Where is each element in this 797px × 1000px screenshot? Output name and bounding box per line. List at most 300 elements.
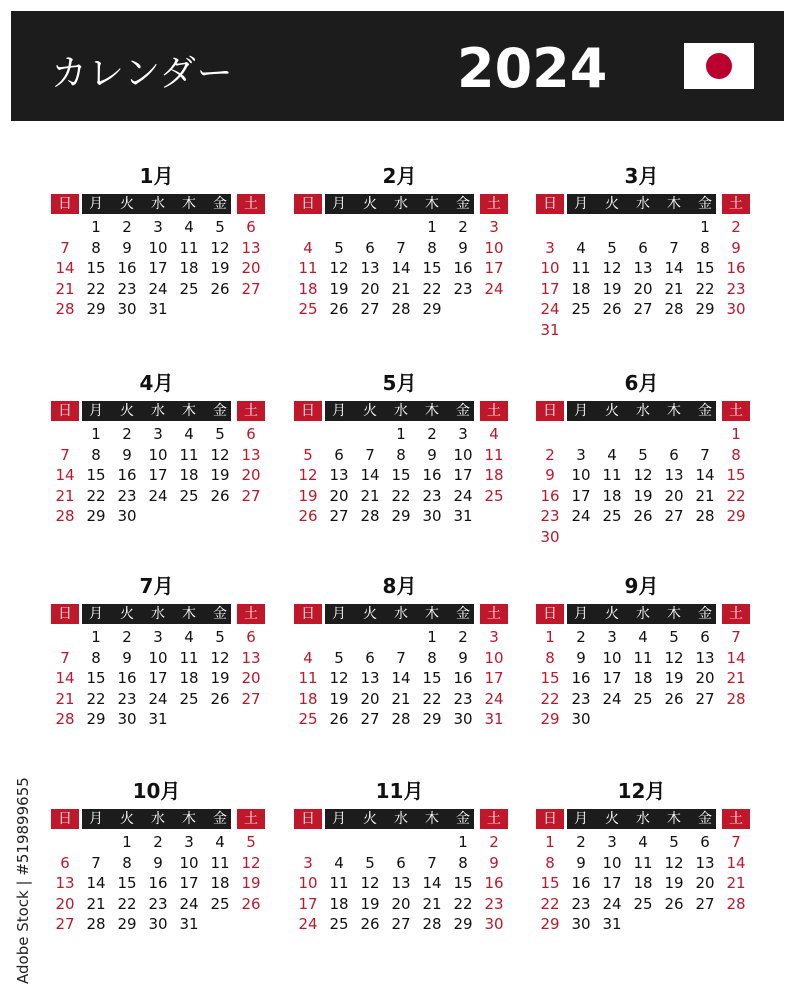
day-number: 23 — [453, 689, 473, 708]
weekday-label: 水 — [636, 196, 650, 212]
day-number: 10 — [179, 853, 199, 872]
day-number: 8 — [91, 445, 101, 464]
day-number: 6 — [700, 833, 710, 851]
day-number: 29 — [453, 915, 473, 933]
day-number: 26 — [633, 507, 653, 525]
day-number: 30 — [540, 527, 560, 546]
day-number: 28 — [664, 300, 684, 318]
weekday-label: 金 — [213, 606, 227, 622]
month-name: 10月 — [132, 779, 181, 803]
day-number: 20 — [241, 669, 261, 687]
day-number: 3 — [607, 628, 617, 646]
day-number: 2 — [153, 833, 163, 851]
day-number: 18 — [179, 466, 199, 484]
day-number: 1 — [122, 833, 132, 851]
day-number: 19 — [602, 279, 622, 298]
day-number: 24 — [602, 689, 622, 708]
day-number: 19 — [664, 669, 684, 687]
day-number: 15 — [422, 259, 442, 277]
day-number: 5 — [215, 425, 225, 443]
weekday-label: 金 — [456, 403, 470, 419]
weekday-label: 水 — [636, 606, 650, 622]
day-number: 15 — [391, 466, 411, 484]
day-number: 28 — [360, 507, 380, 525]
day-number: 31 — [453, 507, 473, 525]
weekday-label: 水 — [394, 196, 408, 212]
day-number: 29 — [540, 915, 560, 933]
weekday-label: 月 — [332, 196, 346, 212]
day-number: 15 — [453, 874, 473, 892]
day-number: 30 — [571, 915, 591, 933]
weekday-label: 金 — [698, 403, 712, 419]
day-number: 7 — [60, 238, 70, 257]
month-block — [294, 367, 509, 557]
day-number: 22 — [422, 689, 442, 708]
month-name: 9月 — [624, 574, 659, 598]
month-block — [536, 160, 751, 350]
day-number: 30 — [117, 300, 137, 318]
weekday-label: 木 — [425, 196, 439, 212]
day-number: 27 — [55, 915, 75, 933]
weekday-label: 水 — [151, 606, 165, 622]
day-number: 29 — [695, 300, 715, 318]
day-number: 6 — [669, 445, 679, 464]
day-number: 7 — [396, 648, 406, 667]
weekday-label: 火 — [120, 403, 134, 419]
weekday-label: 火 — [605, 403, 619, 419]
day-number: 28 — [391, 710, 411, 728]
day-number: 17 — [148, 466, 168, 484]
day-number: 31 — [540, 320, 560, 339]
day-number: 26 — [210, 486, 230, 505]
weekday-label: 火 — [363, 606, 377, 622]
month-block — [51, 775, 266, 965]
weekday-label: 月 — [574, 196, 588, 212]
day-number: 3 — [458, 425, 468, 443]
calendar-year: 2024 — [457, 37, 608, 100]
weekday-label: 月 — [574, 403, 588, 419]
day-number: 23 — [117, 689, 137, 708]
day-number: 23 — [422, 486, 442, 505]
day-number: 1 — [731, 425, 741, 443]
day-number: 24 — [148, 279, 168, 298]
day-number: 4 — [638, 833, 648, 851]
day-number: 29 — [86, 300, 106, 318]
day-number: 27 — [329, 507, 349, 525]
day-number: 20 — [695, 874, 715, 892]
day-number: 15 — [117, 874, 137, 892]
day-number: 3 — [303, 853, 313, 872]
day-number: 15 — [695, 259, 715, 277]
day-number: 4 — [576, 238, 586, 257]
day-number: 10 — [148, 648, 168, 667]
day-number: 16 — [117, 466, 137, 484]
day-number: 24 — [571, 507, 591, 525]
weekday-label: 金 — [698, 606, 712, 622]
weekday-label: 日 — [536, 604, 564, 624]
day-number: 15 — [540, 669, 560, 687]
day-number: 8 — [91, 238, 101, 257]
day-number: 13 — [360, 669, 380, 687]
day-number: 21 — [726, 874, 746, 892]
day-number: 6 — [700, 628, 710, 646]
day-number: 18 — [298, 279, 318, 298]
day-number: 14 — [55, 259, 75, 277]
day-number: 20 — [55, 894, 75, 913]
day-number: 6 — [246, 628, 256, 646]
day-number: 28 — [726, 894, 746, 913]
day-number: 6 — [60, 853, 70, 872]
weekday-label: 水 — [394, 606, 408, 622]
day-number: 5 — [215, 218, 225, 236]
day-number: 3 — [153, 218, 163, 236]
day-number: 7 — [60, 648, 70, 667]
day-number: 12 — [360, 874, 380, 892]
weekday-label: 火 — [605, 811, 619, 827]
day-number: 21 — [726, 669, 746, 687]
day-number: 9 — [458, 648, 468, 667]
day-number: 3 — [607, 833, 617, 851]
day-number: 25 — [633, 689, 653, 708]
day-number: 13 — [695, 853, 715, 872]
weekday-label: 火 — [120, 606, 134, 622]
weekday-label: 火 — [120, 811, 134, 827]
month-block — [51, 570, 266, 760]
weekday-label: 土 — [722, 604, 750, 624]
weekday-label: 月 — [89, 811, 103, 827]
day-number: 19 — [329, 689, 349, 708]
day-number: 6 — [365, 648, 375, 667]
weekday-label: 木 — [425, 811, 439, 827]
month-block — [536, 570, 751, 760]
day-number: 20 — [664, 486, 684, 505]
day-number: 21 — [664, 279, 684, 298]
day-number: 22 — [117, 894, 137, 913]
day-number: 24 — [179, 894, 199, 913]
day-number: 18 — [179, 259, 199, 277]
day-number: 25 — [179, 689, 199, 708]
weekday-label: 日 — [536, 401, 564, 421]
weekday-label: 日 — [51, 809, 79, 829]
day-number: 9 — [153, 853, 163, 872]
day-number: 27 — [664, 507, 684, 525]
day-number: 20 — [391, 894, 411, 913]
day-number: 17 — [571, 486, 591, 505]
weekday-label: 土 — [237, 401, 265, 421]
day-number: 20 — [695, 669, 715, 687]
weekday-label: 木 — [425, 606, 439, 622]
day-number: 30 — [453, 710, 473, 728]
weekday-header — [536, 401, 751, 421]
day-number: 11 — [179, 238, 199, 257]
day-number: 3 — [489, 218, 499, 236]
day-number: 25 — [210, 894, 230, 913]
day-number: 21 — [86, 894, 106, 913]
stock-id-text: Adobe Stock | #519899655 — [14, 777, 32, 984]
day-number: 20 — [241, 259, 261, 277]
day-number: 20 — [633, 279, 653, 298]
day-number: 28 — [55, 710, 75, 728]
day-number: 2 — [458, 218, 468, 236]
day-number: 1 — [427, 628, 437, 646]
day-number: 30 — [726, 300, 746, 318]
weekday-label: 火 — [120, 196, 134, 212]
day-number: 25 — [602, 507, 622, 525]
weekday-label: 木 — [667, 606, 681, 622]
day-number: 24 — [453, 486, 473, 505]
day-number: 26 — [298, 507, 318, 525]
day-number: 13 — [391, 874, 411, 892]
day-number: 26 — [329, 710, 349, 728]
day-number: 16 — [726, 259, 746, 277]
weekday-label: 土 — [237, 809, 265, 829]
weekday-label: 日 — [51, 604, 79, 624]
day-number: 16 — [117, 259, 137, 277]
month-name: 5月 — [382, 371, 417, 395]
day-number: 15 — [86, 466, 106, 484]
day-number: 21 — [360, 486, 380, 505]
day-number: 30 — [117, 710, 137, 728]
day-number: 15 — [422, 669, 442, 687]
day-number: 11 — [484, 445, 504, 464]
day-number: 24 — [148, 486, 168, 505]
weekday-label: 土 — [237, 604, 265, 624]
weekday-label: 火 — [363, 196, 377, 212]
day-number: 22 — [391, 486, 411, 505]
day-number: 18 — [210, 874, 230, 892]
day-number: 9 — [122, 648, 132, 667]
day-number: 4 — [303, 238, 313, 257]
weekday-label: 金 — [213, 811, 227, 827]
stock-watermark — [8, 760, 38, 1000]
day-number: 15 — [86, 669, 106, 687]
weekday-label: 日 — [294, 809, 322, 829]
month-block — [51, 160, 266, 350]
day-number: 28 — [86, 915, 106, 933]
month-block — [294, 570, 509, 760]
month-name: 3月 — [624, 164, 659, 188]
day-number: 29 — [391, 507, 411, 525]
day-number: 11 — [298, 669, 318, 687]
day-number: 15 — [540, 874, 560, 892]
weekday-label: 水 — [394, 811, 408, 827]
day-number: 11 — [179, 648, 199, 667]
day-number: 23 — [117, 486, 137, 505]
day-number: 7 — [427, 853, 437, 872]
day-number: 9 — [489, 853, 499, 872]
day-number: 7 — [60, 445, 70, 464]
day-number: 18 — [298, 689, 318, 708]
day-number: 10 — [540, 259, 560, 277]
day-number: 5 — [669, 628, 679, 646]
day-number: 9 — [122, 238, 132, 257]
day-number: 2 — [427, 425, 437, 443]
day-number: 21 — [55, 486, 75, 505]
month-block — [294, 775, 509, 965]
weekday-label: 月 — [332, 403, 346, 419]
day-number: 1 — [91, 628, 101, 646]
day-number: 28 — [391, 300, 411, 318]
day-number: 31 — [148, 710, 168, 728]
day-number: 23 — [571, 689, 591, 708]
day-number: 1 — [545, 833, 555, 851]
day-number: 26 — [329, 300, 349, 318]
day-number: 24 — [484, 279, 504, 298]
day-number: 17 — [148, 669, 168, 687]
day-number: 4 — [215, 833, 225, 851]
day-number: 14 — [422, 874, 442, 892]
day-number: 12 — [602, 259, 622, 277]
day-number: 1 — [545, 628, 555, 646]
day-number: 26 — [664, 689, 684, 708]
day-number: 7 — [731, 628, 741, 646]
weekday-header — [51, 809, 266, 829]
day-number: 10 — [484, 238, 504, 257]
weekday-label: 土 — [722, 401, 750, 421]
day-number: 4 — [607, 445, 617, 464]
day-number: 13 — [633, 259, 653, 277]
day-number: 29 — [86, 710, 106, 728]
day-number: 31 — [148, 300, 168, 318]
day-number: 24 — [484, 689, 504, 708]
day-number: 29 — [422, 710, 442, 728]
day-number: 19 — [210, 259, 230, 277]
day-number: 16 — [453, 669, 473, 687]
day-number: 14 — [726, 853, 746, 872]
day-number: 8 — [458, 853, 468, 872]
day-number: 26 — [664, 894, 684, 913]
month-block — [294, 160, 509, 350]
day-number: 26 — [360, 915, 380, 933]
calendar-header — [11, 11, 784, 121]
day-number: 22 — [695, 279, 715, 298]
weekday-label: 土 — [722, 194, 750, 214]
day-number: 31 — [602, 915, 622, 933]
day-number: 10 — [298, 874, 318, 892]
day-number: 6 — [334, 445, 344, 464]
day-number: 6 — [396, 853, 406, 872]
day-number: 12 — [329, 259, 349, 277]
day-number: 1 — [427, 218, 437, 236]
day-number: 18 — [329, 894, 349, 913]
day-number: 27 — [360, 300, 380, 318]
day-number: 5 — [669, 833, 679, 851]
day-number: 13 — [241, 445, 261, 464]
weekday-label: 日 — [51, 194, 79, 214]
day-number: 5 — [334, 238, 344, 257]
day-number: 19 — [664, 874, 684, 892]
day-number: 3 — [184, 833, 194, 851]
weekday-header — [294, 809, 509, 829]
day-number: 16 — [148, 874, 168, 892]
day-number: 2 — [576, 628, 586, 646]
weekday-label: 水 — [151, 811, 165, 827]
day-number: 25 — [298, 710, 318, 728]
day-number: 7 — [396, 238, 406, 257]
weekday-label: 火 — [605, 606, 619, 622]
day-number: 19 — [633, 486, 653, 505]
day-number: 1 — [700, 218, 710, 236]
weekday-label: 日 — [536, 194, 564, 214]
weekday-header — [536, 194, 751, 214]
day-number: 8 — [731, 445, 741, 464]
day-number: 22 — [86, 486, 106, 505]
japan-flag-icon — [684, 43, 754, 89]
day-number: 8 — [545, 648, 555, 667]
day-number: 13 — [329, 466, 349, 484]
day-number: 25 — [633, 894, 653, 913]
day-number: 3 — [153, 425, 163, 443]
weekday-label: 木 — [182, 196, 196, 212]
day-number: 5 — [215, 628, 225, 646]
day-number: 2 — [122, 218, 132, 236]
day-number: 2 — [458, 628, 468, 646]
day-number: 2 — [731, 218, 741, 236]
day-number: 12 — [633, 466, 653, 484]
weekday-label: 月 — [89, 196, 103, 212]
weekday-label: 月 — [574, 811, 588, 827]
weekday-label: 金 — [456, 606, 470, 622]
day-number: 4 — [184, 425, 194, 443]
weekday-label: 火 — [363, 811, 377, 827]
month-block — [536, 775, 751, 965]
day-number: 23 — [453, 279, 473, 298]
day-number: 9 — [427, 445, 437, 464]
day-number: 23 — [571, 894, 591, 913]
day-number: 19 — [298, 486, 318, 505]
day-number: 10 — [148, 445, 168, 464]
day-number: 16 — [453, 259, 473, 277]
day-number: 6 — [638, 238, 648, 257]
calendar-title: カレンダー — [51, 53, 234, 94]
day-number: 31 — [179, 915, 199, 933]
day-number: 8 — [396, 445, 406, 464]
day-number: 14 — [55, 466, 75, 484]
day-number: 4 — [184, 218, 194, 236]
day-number: 26 — [602, 300, 622, 318]
day-number: 30 — [422, 507, 442, 525]
weekday-label: 水 — [151, 403, 165, 419]
day-number: 5 — [246, 833, 256, 851]
weekday-label: 水 — [636, 811, 650, 827]
weekday-label: 月 — [332, 606, 346, 622]
day-number: 21 — [55, 689, 75, 708]
weekday-label: 月 — [89, 403, 103, 419]
day-number: 23 — [484, 894, 504, 913]
day-number: 13 — [360, 259, 380, 277]
day-number: 22 — [422, 279, 442, 298]
day-number: 14 — [664, 259, 684, 277]
day-number: 2 — [545, 445, 555, 464]
weekday-header — [294, 194, 509, 214]
day-number: 25 — [484, 486, 504, 505]
day-number: 9 — [576, 853, 586, 872]
month-block — [536, 367, 751, 557]
day-number: 28 — [55, 507, 75, 525]
day-number: 30 — [148, 915, 168, 933]
weekday-label: 土 — [480, 194, 508, 214]
day-number: 17 — [484, 669, 504, 687]
day-number: 24 — [298, 915, 318, 933]
day-number: 2 — [576, 833, 586, 851]
day-number: 5 — [334, 648, 344, 667]
weekday-label: 金 — [698, 196, 712, 212]
day-number: 24 — [148, 689, 168, 708]
day-number: 4 — [303, 648, 313, 667]
day-number: 11 — [633, 648, 653, 667]
day-number: 23 — [148, 894, 168, 913]
month-block — [51, 367, 266, 557]
